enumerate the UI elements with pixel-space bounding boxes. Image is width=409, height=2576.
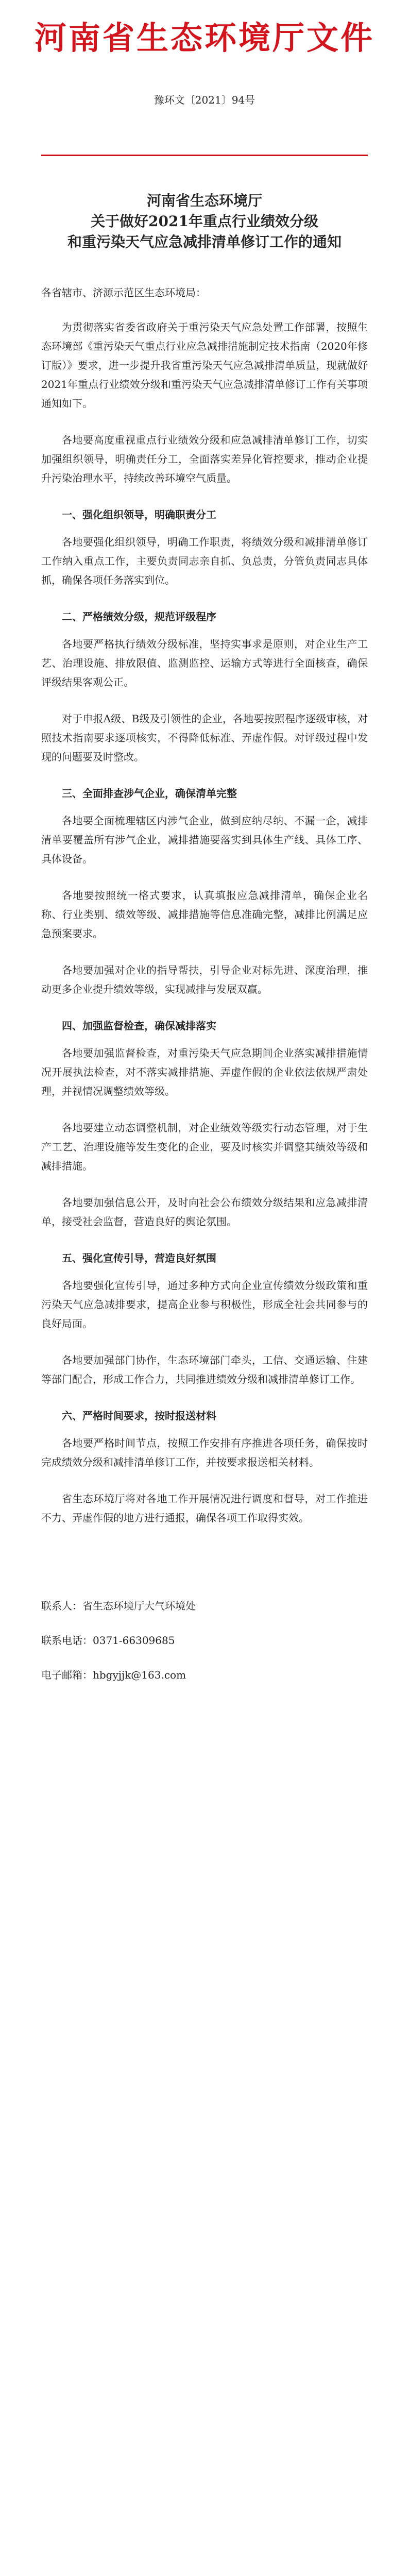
contact-phone-value: 0371-66309685 [93,1634,175,1647]
contact-phone [41,1631,368,1650]
title-line-1: 河南省生态环境厅 [146,192,262,209]
paragraph: 省生态环境厅将对各地工作开展情况进行调度和督导，对工作推进不力、弄虚作假的地方进行通报，确保各项工作取得实效。 [41,1493,368,1524]
section-heading: 二、严格绩效分级，规范评级程序 [62,611,216,623]
paragraph: 对于申报A级、B级及引领性的企业，各地要按照程序逐级审核，对照技术指南要求逐项核实，不得降低标准、弄虚作假。对评级过程中发现的问题要及时整改。 [41,713,368,763]
section-heading: 六、严格时间要求，按时报送材料 [62,1410,216,1422]
contact-email-label: 电子邮箱： [41,1669,93,1681]
section-heading: 五、强化宣传引导，营造良好氛围 [62,1252,216,1264]
paragraph: 各地要加强部门协作，生态环境部门牵头，工信、交通运输、住建等部门配合，形成工作合力，共同推进绩效分级和减排清单修订工作。 [41,1354,368,1385]
contact-email-value: hbgyjjk@163.com [93,1669,186,1681]
paragraph: 各地要高度重视重点行业绩效分级和应急减排清单修订工作，切实加强组织领导，明确责任分工，全面落实差异化管控要求，推动企业提升污染治理水平，持续改善环境空气质量。 [41,434,368,484]
section-heading: 四、加强监督检查，确保减排落实 [62,1020,216,1032]
document-number: 豫环文〔2021〕94号 [154,94,255,107]
section-heading: 一、强化组织领导，明确职责分工 [62,509,216,521]
contact-email [41,1666,368,1685]
notice-title [41,191,368,252]
addressee: 各省辖市、济源示范区生态环境局： [41,286,206,299]
paragraph: 各地要加强对企业的指导帮扶，引导企业对标先进、深度治理，推动更多企业提升绩效等级，实现减排与发展双赢。 [41,964,368,995]
header-red-rule [41,155,368,156]
title-line-2: 关于做好2021年重点行业绩效分级 [91,213,318,230]
contact-intro: 联系人：省生态环境厅大气环境处 [41,1600,196,1612]
section-heading: 三、全面排查涉气企业，确保清单完整 [62,787,237,800]
paragraph: 各地要加强监督检查，对重污染天气应急期间企业落实减排措施情况开展执法检查，对不落实减排措施、弄虚作假的企业依法依规严肃处理，并视情况调整绩效等级。 [41,1047,368,1097]
paragraph: 各地要加强信息公开，及时向社会公布绩效分级结果和应急减排清单，接受社会监督，营造良好的舆论氛围。 [41,1196,368,1228]
paragraph: 为贯彻落实省委省政府关于重污染天气应急处置工作部署，按照生态环境部《重污染天气重点行业应急减排措施制定技术指南（2020年修订版）》要求，进一步提升我省重污染天气应急减排清单质量，现就做好2021年重点行业绩效分级和重污染天气应急减排清单修订工作有关事项通知如下。 [41,321,368,410]
contact-phone-label: 联系电话： [41,1634,93,1647]
document-header [0,21,409,107]
document-banner: 河南省生态环境厅文件 [34,19,374,57]
paragraph: 各地要全面梳理辖区内涉气企业，做到应纳尽纳、不漏一企，减排清单要覆盖所有涉气企业，减排措施要落实到具体生产线、具体工序、具体设备。 [41,815,368,865]
notice-body [41,283,368,1700]
paragraph: 各地要严格时间节点，按照工作安排有序推进各项任务，确保按时完成绩效分级和减排清单修订工作，并按要求报送相关材料。 [41,1437,368,1468]
title-line-3: 和重污染天气应急减排清单修订工作的通知 [67,233,342,250]
paragraph: 各地要强化宣传引导，通过多种方式向企业宣传绩效分级政策和重污染天气应急减排要求，提高企业参与积极性，形成全社会共同参与的良好局面。 [41,1279,368,1330]
paragraph: 各地要严格执行绩效分级标准，坚持实事求是原则，对企业生产工艺、治理设施、排放限值、监测监控、运输方式等进行全面核查，确保评级结果客观公正。 [41,638,368,688]
paragraph: 各地要建立动态调整机制，对企业绩效等级实行动态管理，对于生产工艺、治理设施等发生变化的企业，要及时核实并调整其绩效等级和减排措施。 [41,1122,368,1172]
paragraph: 各地要强化组织领导，明确工作职责，将绩效分级和减排清单修订工作纳入重点工作，主要负责同志亲自抓、负总责，分管负责同志具体抓，确保各项任务落实到位。 [41,536,368,586]
paragraph: 各地要按照统一格式要求，认真填报应急减排清单，确保企业名称、行业类别、绩效等级、减排措施等信息准确完整，减排比例满足应急预案要求。 [41,889,368,940]
